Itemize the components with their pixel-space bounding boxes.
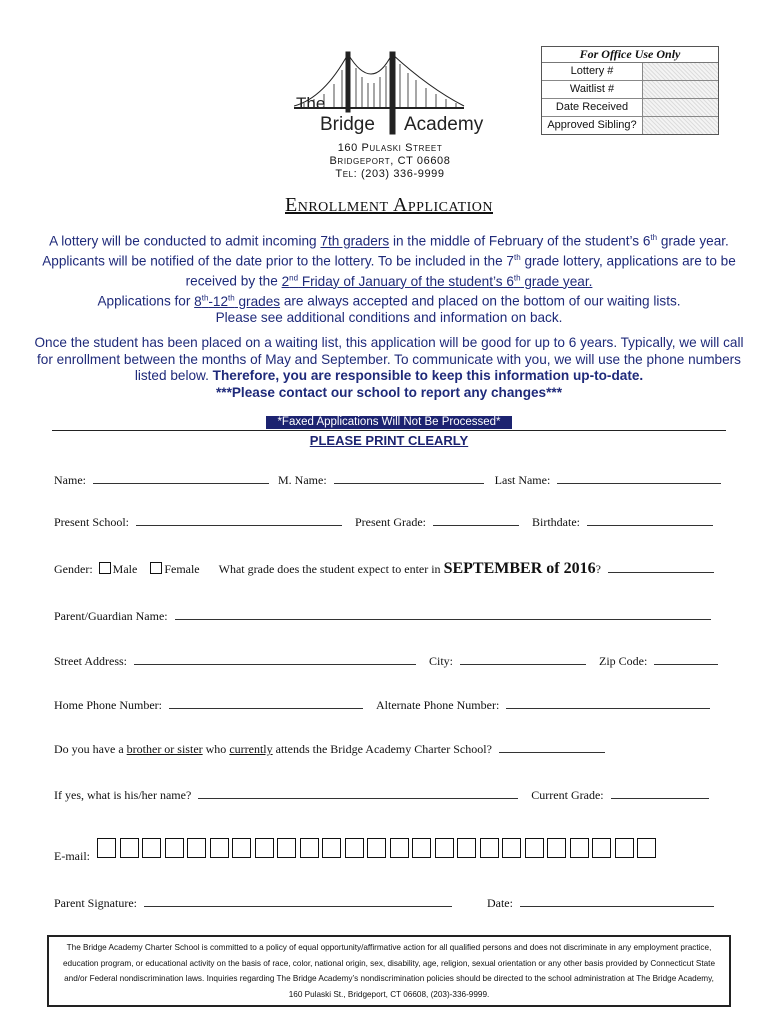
- email-char-box[interactable]: [255, 838, 274, 858]
- email-char-box[interactable]: [367, 838, 386, 858]
- female-checkbox[interactable]: [150, 562, 162, 574]
- email-char-box[interactable]: [142, 838, 161, 858]
- alternate-phone-label: Alternate Phone Number:: [375, 698, 500, 712]
- address-city: Bridgeport, CT 06608: [329, 155, 451, 167]
- logo-academy: Academy: [404, 114, 484, 135]
- school-address: [290, 142, 490, 181]
- street-address-field[interactable]: [134, 653, 416, 665]
- present-grade-field[interactable]: [433, 514, 519, 526]
- text: th: [514, 253, 521, 263]
- sibling-row: [54, 741, 605, 757]
- office-label: Date Received: [542, 99, 643, 116]
- text: th: [228, 293, 235, 302]
- text: 8: [194, 293, 202, 309]
- text: Please see additional conditions and information on back.: [215, 310, 563, 326]
- text: are always accepted and placed on the bottom of our waiting lists.: [280, 293, 681, 309]
- email-char-box[interactable]: [615, 838, 634, 858]
- text: ***Please contact our school to report any changes***: [216, 384, 562, 400]
- office-label: Waitlist #: [542, 81, 643, 98]
- expected-grade-label: What grade does the student expect to enter in: [218, 562, 444, 576]
- expected-grade-field[interactable]: [608, 561, 714, 573]
- text: th: [650, 233, 658, 242]
- email-char-box[interactable]: [637, 838, 656, 858]
- date-field[interactable]: [520, 895, 714, 907]
- text: attends the Bridge Academy Charter School?: [272, 742, 492, 756]
- office-field[interactable]: [643, 117, 718, 134]
- office-row-sibling: [542, 117, 718, 134]
- email-char-box[interactable]: [97, 838, 116, 858]
- sibling-name-field[interactable]: [198, 787, 518, 799]
- email-field[interactable]: [97, 838, 656, 858]
- parent-signature-label: Parent Signature:: [54, 896, 137, 910]
- faxed-notice: *Faxed Applications Will Not Be Processed*: [266, 416, 512, 429]
- present-school-field[interactable]: [136, 514, 342, 526]
- email-char-box[interactable]: [480, 838, 499, 858]
- address-row: [54, 653, 718, 669]
- office-field[interactable]: [643, 81, 718, 98]
- nondiscrimination-footer: The Bridge Academy Charter School is committed to a policy of equal opportunity/affirmative action for all qualified persons and does not discriminate in any employment practice, education program, or educational activity on the basis of race, color, national origin, sex, disability, age, religion, sexual orientation or any other basis provided by Connecticut State and/or Federal nondiscrimination laws. Inquiries regarding The Bridge Academy’s nondiscrimination policies should be directed to the school administration at The Bridge Academy, 160 Pulaski St., Bridgeport, CT 06608, (203)-336-9999.: [47, 935, 731, 1007]
- gender-row: [54, 560, 714, 578]
- city-field[interactable]: [460, 653, 586, 665]
- text: in the middle of February of the student’s 6: [389, 233, 651, 249]
- waitlist-paragraph: [30, 290, 748, 327]
- office-field[interactable]: [643, 63, 718, 80]
- guardian-label: Parent/Guardian Name:: [54, 609, 168, 623]
- email-char-box[interactable]: [435, 838, 454, 858]
- contact-paragraph: [30, 335, 748, 401]
- deadline-text: [282, 274, 593, 289]
- female-label: Female: [164, 562, 200, 576]
- last-name-field[interactable]: [557, 472, 721, 484]
- address-phone: Tel: (203) 336-9999: [335, 168, 445, 180]
- office-use-title: For Office Use Only: [542, 47, 718, 63]
- september-text: SEPTEMBER of 2016: [443, 560, 596, 577]
- home-phone-field[interactable]: [169, 697, 363, 709]
- male-label: Male: [112, 562, 138, 576]
- text: who: [202, 742, 230, 756]
- text: grade year. Applicants will be notified of the date prior to the lottery. To be included in the 7: [42, 233, 729, 269]
- office-label: Approved Sibling?: [542, 117, 643, 134]
- signature-row: [54, 895, 714, 911]
- text: Once the student has been placed on a waiting list, this application will be good for up to 6 years. Typically, we will call for enrollment between the months of May and September. To communicate with you, we will use the phone numbers listed below.: [34, 335, 744, 383]
- text: A lottery will be conducted to admit incoming: [49, 233, 321, 249]
- email-char-box[interactable]: [187, 838, 206, 858]
- email-char-box[interactable]: [592, 838, 611, 858]
- current-grade-field[interactable]: [611, 787, 709, 799]
- name-label: Name:: [54, 473, 86, 487]
- email-char-box[interactable]: [547, 838, 566, 858]
- text: Applications for: [97, 293, 195, 309]
- office-field[interactable]: [643, 99, 718, 116]
- present-school-label: Present School:: [54, 515, 129, 529]
- email-label: E-mail:: [54, 849, 90, 863]
- zip-code-field[interactable]: [654, 653, 718, 665]
- email-char-box[interactable]: [165, 838, 184, 858]
- gender-label: Gender:: [54, 562, 93, 576]
- present-grade-label: Present Grade:: [355, 515, 426, 529]
- sibling-name-row: [54, 787, 709, 803]
- birthdate-label: Birthdate:: [531, 515, 580, 529]
- text: Friday of January of the student’s 6: [298, 273, 514, 289]
- office-row-waitlist: [542, 81, 718, 99]
- last-name-label: Last Name:: [494, 473, 551, 487]
- email-char-box[interactable]: [412, 838, 431, 858]
- guardian-name-field[interactable]: [175, 608, 711, 620]
- date-label: Date:: [486, 896, 513, 910]
- first-name-field[interactable]: [93, 472, 269, 484]
- text: grades: [234, 293, 281, 309]
- text: 7th graders: [320, 233, 390, 249]
- page-title: Enrollment Application: [285, 194, 493, 216]
- logo-bridge: Bridge: [320, 114, 375, 135]
- office-use-box: [541, 46, 719, 135]
- text: th: [201, 293, 209, 302]
- guardian-row: [54, 608, 711, 624]
- text: grade year.: [520, 273, 593, 289]
- office-label: Lottery #: [542, 63, 643, 80]
- logo: [294, 48, 494, 140]
- address-street: 160 Pulaski Street: [337, 142, 443, 154]
- email-char-box[interactable]: [457, 838, 476, 858]
- parent-signature-field[interactable]: [144, 895, 452, 907]
- phone-row: [54, 697, 710, 713]
- email-char-box[interactable]: [232, 838, 251, 858]
- text: ?: [595, 562, 601, 576]
- print-clearly-heading: PLEASE PRINT CLEARLY: [309, 433, 469, 448]
- email-char-box[interactable]: [570, 838, 589, 858]
- sibling-answer-field[interactable]: [499, 741, 605, 753]
- office-row-lottery: [542, 63, 718, 81]
- text: Therefore, you are responsible to keep this information up-to-date.: [212, 368, 644, 383]
- divider: [52, 430, 726, 431]
- text: brother or sister: [126, 742, 203, 756]
- email-char-box[interactable]: [210, 838, 229, 858]
- text: 2: [281, 273, 290, 289]
- text: grade lottery, applications are to be received by the: [185, 253, 736, 289]
- street-address-label: Street Address:: [54, 654, 127, 668]
- text: currently: [229, 742, 273, 756]
- email-char-box[interactable]: [345, 838, 364, 858]
- office-row-date: [542, 99, 718, 117]
- sibling-name-label: If yes, what is his/her name?: [54, 788, 192, 802]
- email-char-box[interactable]: [300, 838, 319, 858]
- text: th: [513, 273, 521, 283]
- grades-text: [194, 294, 280, 309]
- school-row: [54, 514, 713, 530]
- text: nd: [289, 273, 299, 283]
- middle-name-field[interactable]: [334, 472, 484, 484]
- email-char-box[interactable]: [502, 838, 521, 858]
- text: Do you have a: [54, 742, 127, 756]
- alternate-phone-field[interactable]: [506, 697, 710, 709]
- middle-name-label: M. Name:: [278, 473, 327, 487]
- birthdate-field[interactable]: [587, 514, 713, 526]
- male-checkbox[interactable]: [99, 562, 111, 574]
- email-char-box[interactable]: [322, 838, 341, 858]
- name-row: [54, 472, 721, 488]
- email-char-box[interactable]: [390, 838, 409, 858]
- current-grade-label: Current Grade:: [531, 788, 604, 802]
- email-char-box[interactable]: [120, 838, 139, 858]
- city-label: City:: [429, 654, 454, 668]
- email-char-box[interactable]: [525, 838, 544, 858]
- logo-the: The: [296, 94, 326, 113]
- zip-code-label: Zip Code:: [599, 654, 648, 668]
- home-phone-label: Home Phone Number:: [54, 698, 162, 712]
- text: -12: [208, 293, 229, 309]
- email-char-box[interactable]: [277, 838, 296, 858]
- lottery-paragraph: [30, 230, 748, 290]
